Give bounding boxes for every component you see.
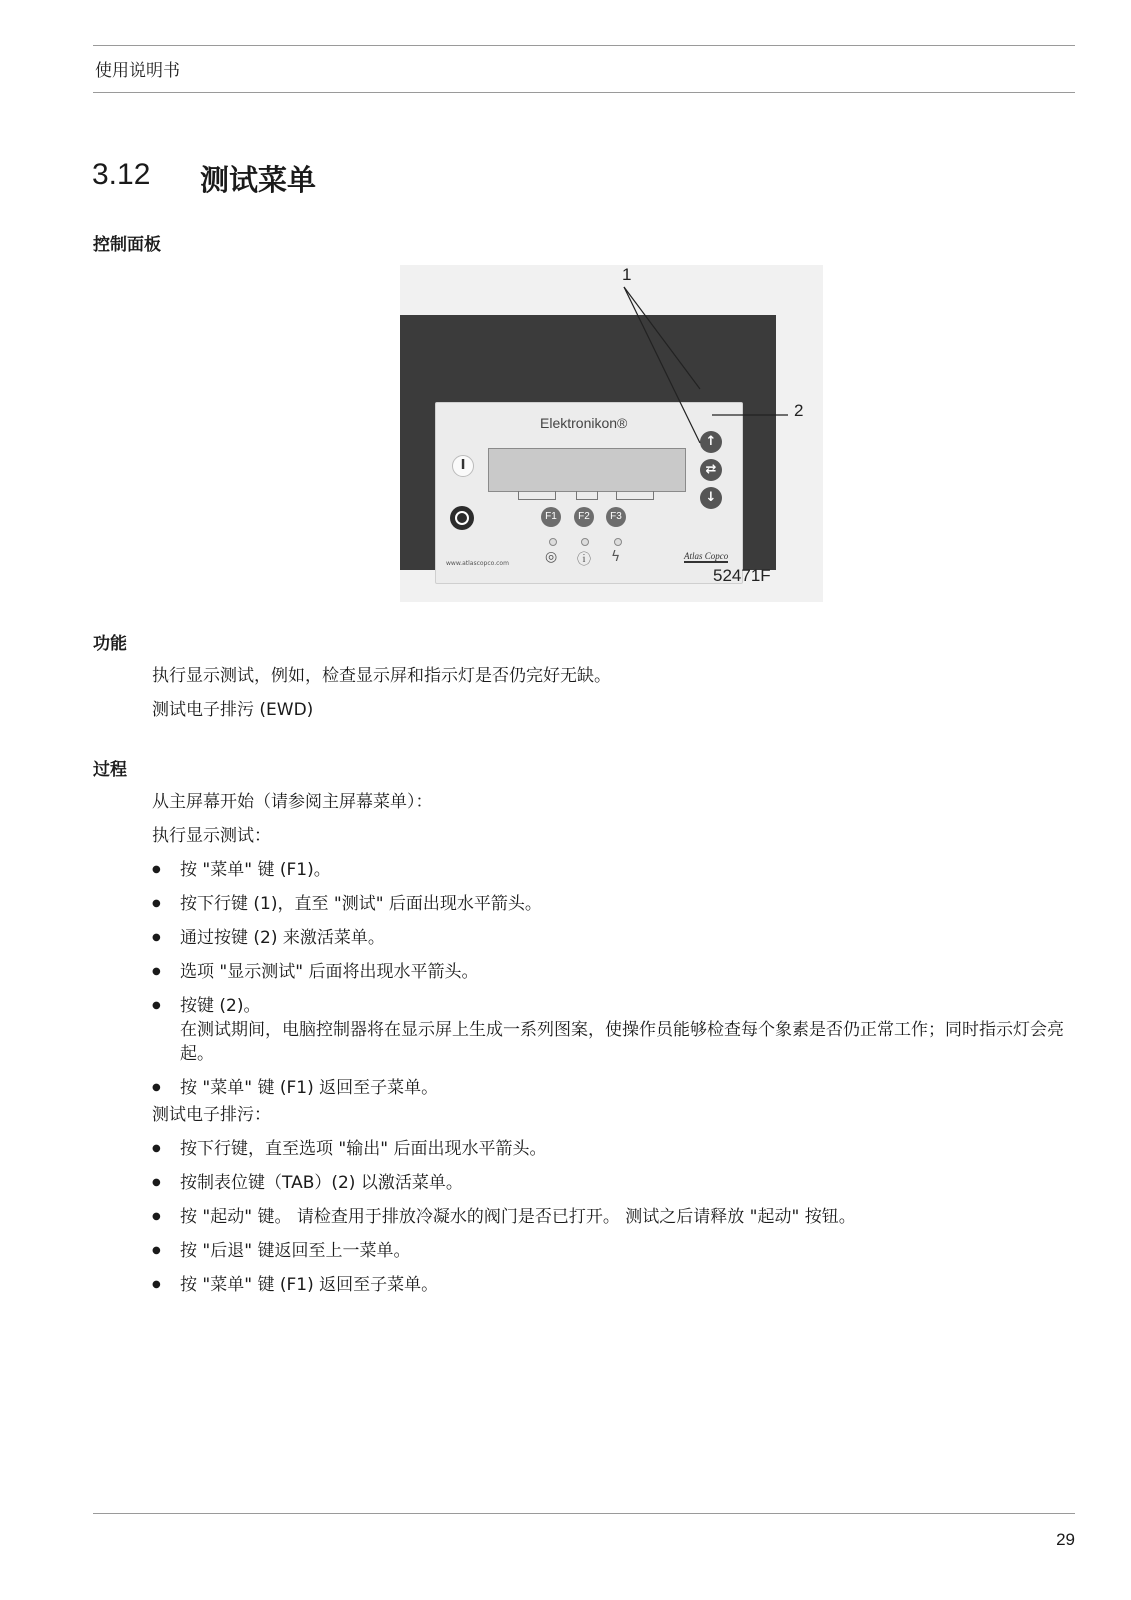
list-item: ● 按键 (2)。 在测试期间，电脑控制器将在显示屏上生成一系列图案，使操作员能够检查每个象素是否仍正常工作；同时指示灯会亮起。 bbox=[152, 994, 1072, 1066]
header-title: 使用说明书 bbox=[95, 61, 180, 81]
callout-2: 2 bbox=[794, 401, 804, 420]
section-title: 测试菜单 bbox=[200, 163, 317, 197]
function-line: 执行显示测试，例如，检查显示屏和指示灯是否仍完好无缺。 bbox=[152, 666, 611, 686]
atlas-copco-logo: Atlas Copco bbox=[684, 551, 729, 561]
section-number: 3.12 bbox=[92, 158, 151, 191]
scroll-down-button: ↓ bbox=[700, 487, 722, 509]
page-number: 29 bbox=[1056, 1530, 1075, 1549]
start-button: I bbox=[452, 455, 474, 477]
list-item: ● 按 "菜单" 键 (F1) 返回至子菜单。 bbox=[152, 1273, 1072, 1297]
display-test-note: 在测试期间，电脑控制器将在显示屏上生成一系列图案，使操作员能够检查每个象素是否仍正常工作；同时指示灯会亮起。 bbox=[180, 1020, 1064, 1064]
list-item: ● 按 "起动" 键。 请检查用于排放冷凝水的阀门是否已打开。 测试之后请释放 "起动" 按钮。 bbox=[152, 1205, 1072, 1229]
ewd-label: 测试电子排污： bbox=[152, 1105, 271, 1125]
f2-key: F2 bbox=[574, 507, 594, 527]
function-heading: 功能 bbox=[93, 634, 127, 654]
f1-key: F1 bbox=[541, 507, 561, 527]
header-rule-top bbox=[93, 45, 1075, 46]
warning-icon: ⓘ bbox=[577, 552, 591, 568]
footer-rule bbox=[93, 1513, 1075, 1514]
list-item: ● 按 "菜单" 键 (F1) 返回至子菜单。 bbox=[152, 1076, 1072, 1100]
procedure-heading: 过程 bbox=[93, 760, 127, 780]
list-item: ● 按 "菜单" 键 (F1)。 bbox=[152, 858, 1072, 882]
list-item: ● 按制表位键（TAB）(2) 以激活菜单。 bbox=[152, 1171, 1072, 1195]
ewd-steps bbox=[152, 1137, 1072, 1307]
list-item: ● 选项 "显示测试" 后面将出现水平箭头。 bbox=[152, 960, 1072, 984]
f3-key: F3 bbox=[606, 507, 626, 527]
website-text: www.atlascopco.com bbox=[446, 560, 509, 567]
list-item: ● 按 "后退" 键返回至上一菜单。 bbox=[152, 1239, 1072, 1263]
display-test-label: 执行显示测试： bbox=[152, 826, 271, 846]
figure-code: 52471F bbox=[713, 566, 771, 585]
automatic-operation-icon: ◎ bbox=[545, 549, 558, 565]
display-test-steps bbox=[152, 858, 1072, 1110]
list-item: ● 通过按键 (2) 来激活菜单。 bbox=[152, 926, 1072, 950]
panel-brand: Elektronikon® bbox=[540, 415, 628, 431]
control-panel-figure bbox=[400, 265, 823, 602]
list-item: ● 按下行键 (1)，直至 "测试" 后面出现水平箭头。 bbox=[152, 892, 1072, 916]
callout-leader-lines bbox=[400, 265, 823, 602]
scroll-up-button: ↑ bbox=[700, 431, 722, 453]
control-panel-heading: 控制面板 bbox=[93, 235, 161, 255]
voltage-icon: ϟ bbox=[611, 549, 621, 565]
function-line: 测试电子排污 (EWD) bbox=[152, 700, 314, 720]
list-item: ● 按下行键，直至选项 "输出" 后面出现水平箭头。 bbox=[152, 1137, 1072, 1161]
procedure-intro: 从主屏幕开始（请参阅主屏幕菜单）： bbox=[152, 792, 433, 812]
tab-button: ⇄ bbox=[700, 459, 722, 481]
header-rule-bottom bbox=[93, 92, 1075, 93]
callout-1: 1 bbox=[622, 265, 632, 284]
